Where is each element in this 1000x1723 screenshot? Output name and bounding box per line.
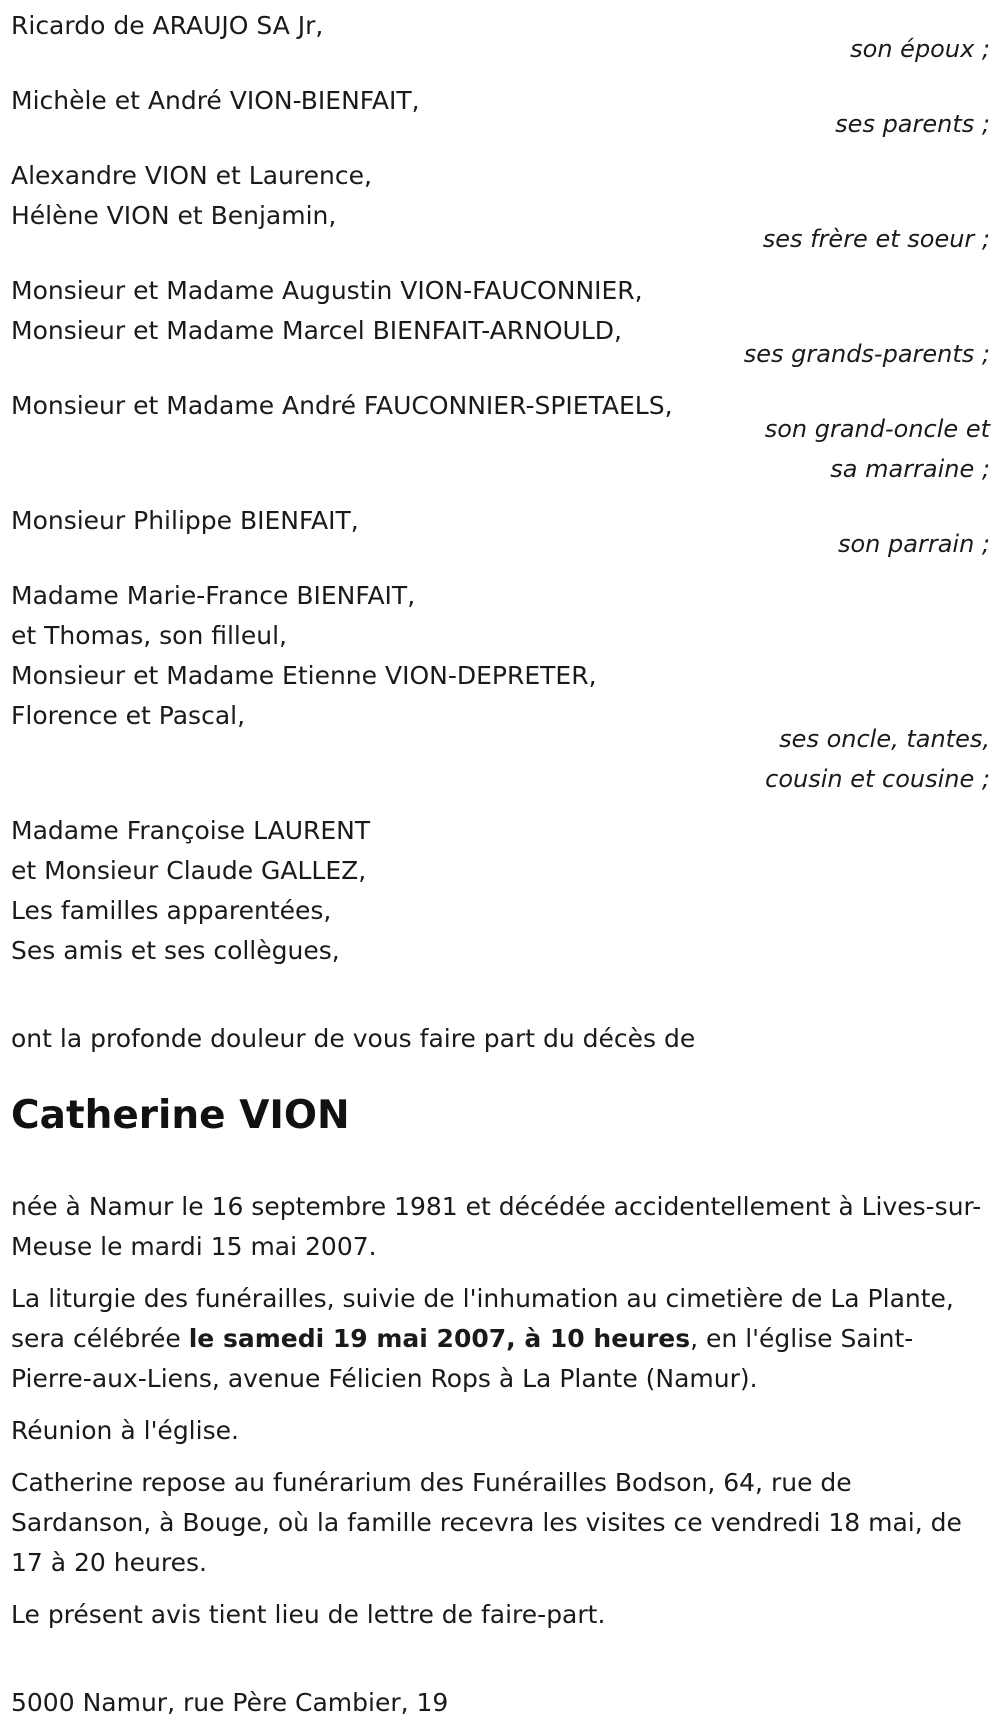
funeral-paragraph xyxy=(11,1279,990,1399)
family-group-others xyxy=(11,811,990,971)
notice-paragraph: Le présent avis tient lieu de lettre de faire-part. xyxy=(11,1600,606,1629)
relation-label: ses frère et soeur ; xyxy=(762,225,990,253)
birth-death-paragraph: née à Namur le 16 septembre 1981 et décédée accidentellement à Lives-sur-Meuse le mardi 15 mai 2007. xyxy=(11,1192,982,1261)
family-name-line: Hélène VION et Benjamin, xyxy=(11,201,337,230)
family-name-line: Monsieur et Madame André FAUCONNIER-SPIETAELS, xyxy=(11,391,673,420)
funeral-text-before: La liturgie des funérailles, suivie de l'inhumation au cimetière de La Plante, sera célébrée xyxy=(11,1284,954,1353)
family-name-line: Alexandre VION et Laurence, xyxy=(11,161,372,190)
family-name-line: Les familles apparentées, xyxy=(11,896,332,925)
family-name-line: Madame Marie-France BIENFAIT, xyxy=(11,581,416,610)
relation-label: son parrain ; xyxy=(837,530,990,558)
family-group-uncles-aunts xyxy=(11,576,990,799)
family-name-line: Monsieur Philippe BIENFAIT, xyxy=(11,506,359,535)
family-name-line: Monsieur et Madame Etienne VION-DEPRETER, xyxy=(11,661,597,690)
funeral-text-after: , en l'église Saint-Pierre-aux-Liens, avenue Félicien Rops à La Plante (Namur). xyxy=(11,1324,914,1393)
family-name-line: Ricardo de ARAUJO SA Jr, xyxy=(11,11,324,40)
announcement-intro: ont la profonde douleur de vous faire part du décès de xyxy=(11,1024,696,1053)
family-name-line: Monsieur et Madame Augustin VION-FAUCONNIER, xyxy=(11,276,643,305)
relation-label: ses oncle, tantes, xyxy=(779,725,990,753)
family-address: 5000 Namur, rue Père Cambier, 19 xyxy=(11,1688,449,1717)
family-group-godmother xyxy=(11,386,990,489)
family-name-line: Florence et Pascal, xyxy=(11,701,246,730)
reunion-paragraph: Réunion à l'église. xyxy=(11,1416,239,1445)
family-group-godfather xyxy=(11,501,990,564)
family-group-grandparents xyxy=(11,271,990,374)
family-name-line: Ses amis et ses collègues, xyxy=(11,936,340,965)
funerarium-paragraph: Catherine repose au funérarium des Funérailles Bodson, 64, rue de Sardanson, à Bouge, où la famille recevra les visites ce vendredi 18 mai, de 17 à 20 heures. xyxy=(11,1468,962,1577)
deceased-name: Catherine VION xyxy=(11,1093,350,1138)
funeral-date-time: le samedi 19 mai 2007, à 10 heures xyxy=(188,1324,691,1353)
family-name-line: et Monsieur Claude GALLEZ, xyxy=(11,856,367,885)
family-group-parents xyxy=(11,81,990,144)
family-group-spouse xyxy=(11,6,990,69)
family-name-line: Madame Françoise LAURENT xyxy=(11,816,371,845)
family-name-line: et Thomas, son filleul, xyxy=(11,621,288,650)
relation-label: son grand-oncle et xyxy=(764,415,990,443)
family-name-line: Michèle et André VION-BIENFAIT, xyxy=(11,86,420,115)
family-name-line: Monsieur et Madame Marcel BIENFAIT-ARNOULD, xyxy=(11,316,622,345)
family-group-siblings xyxy=(11,156,990,259)
relation-label: son époux ; xyxy=(850,35,990,63)
relation-label: cousin et cousine ; xyxy=(765,765,990,793)
relation-label: sa marraine ; xyxy=(830,455,990,483)
relation-label: ses parents ; xyxy=(835,110,990,138)
relation-label: ses grands-parents ; xyxy=(743,340,990,368)
